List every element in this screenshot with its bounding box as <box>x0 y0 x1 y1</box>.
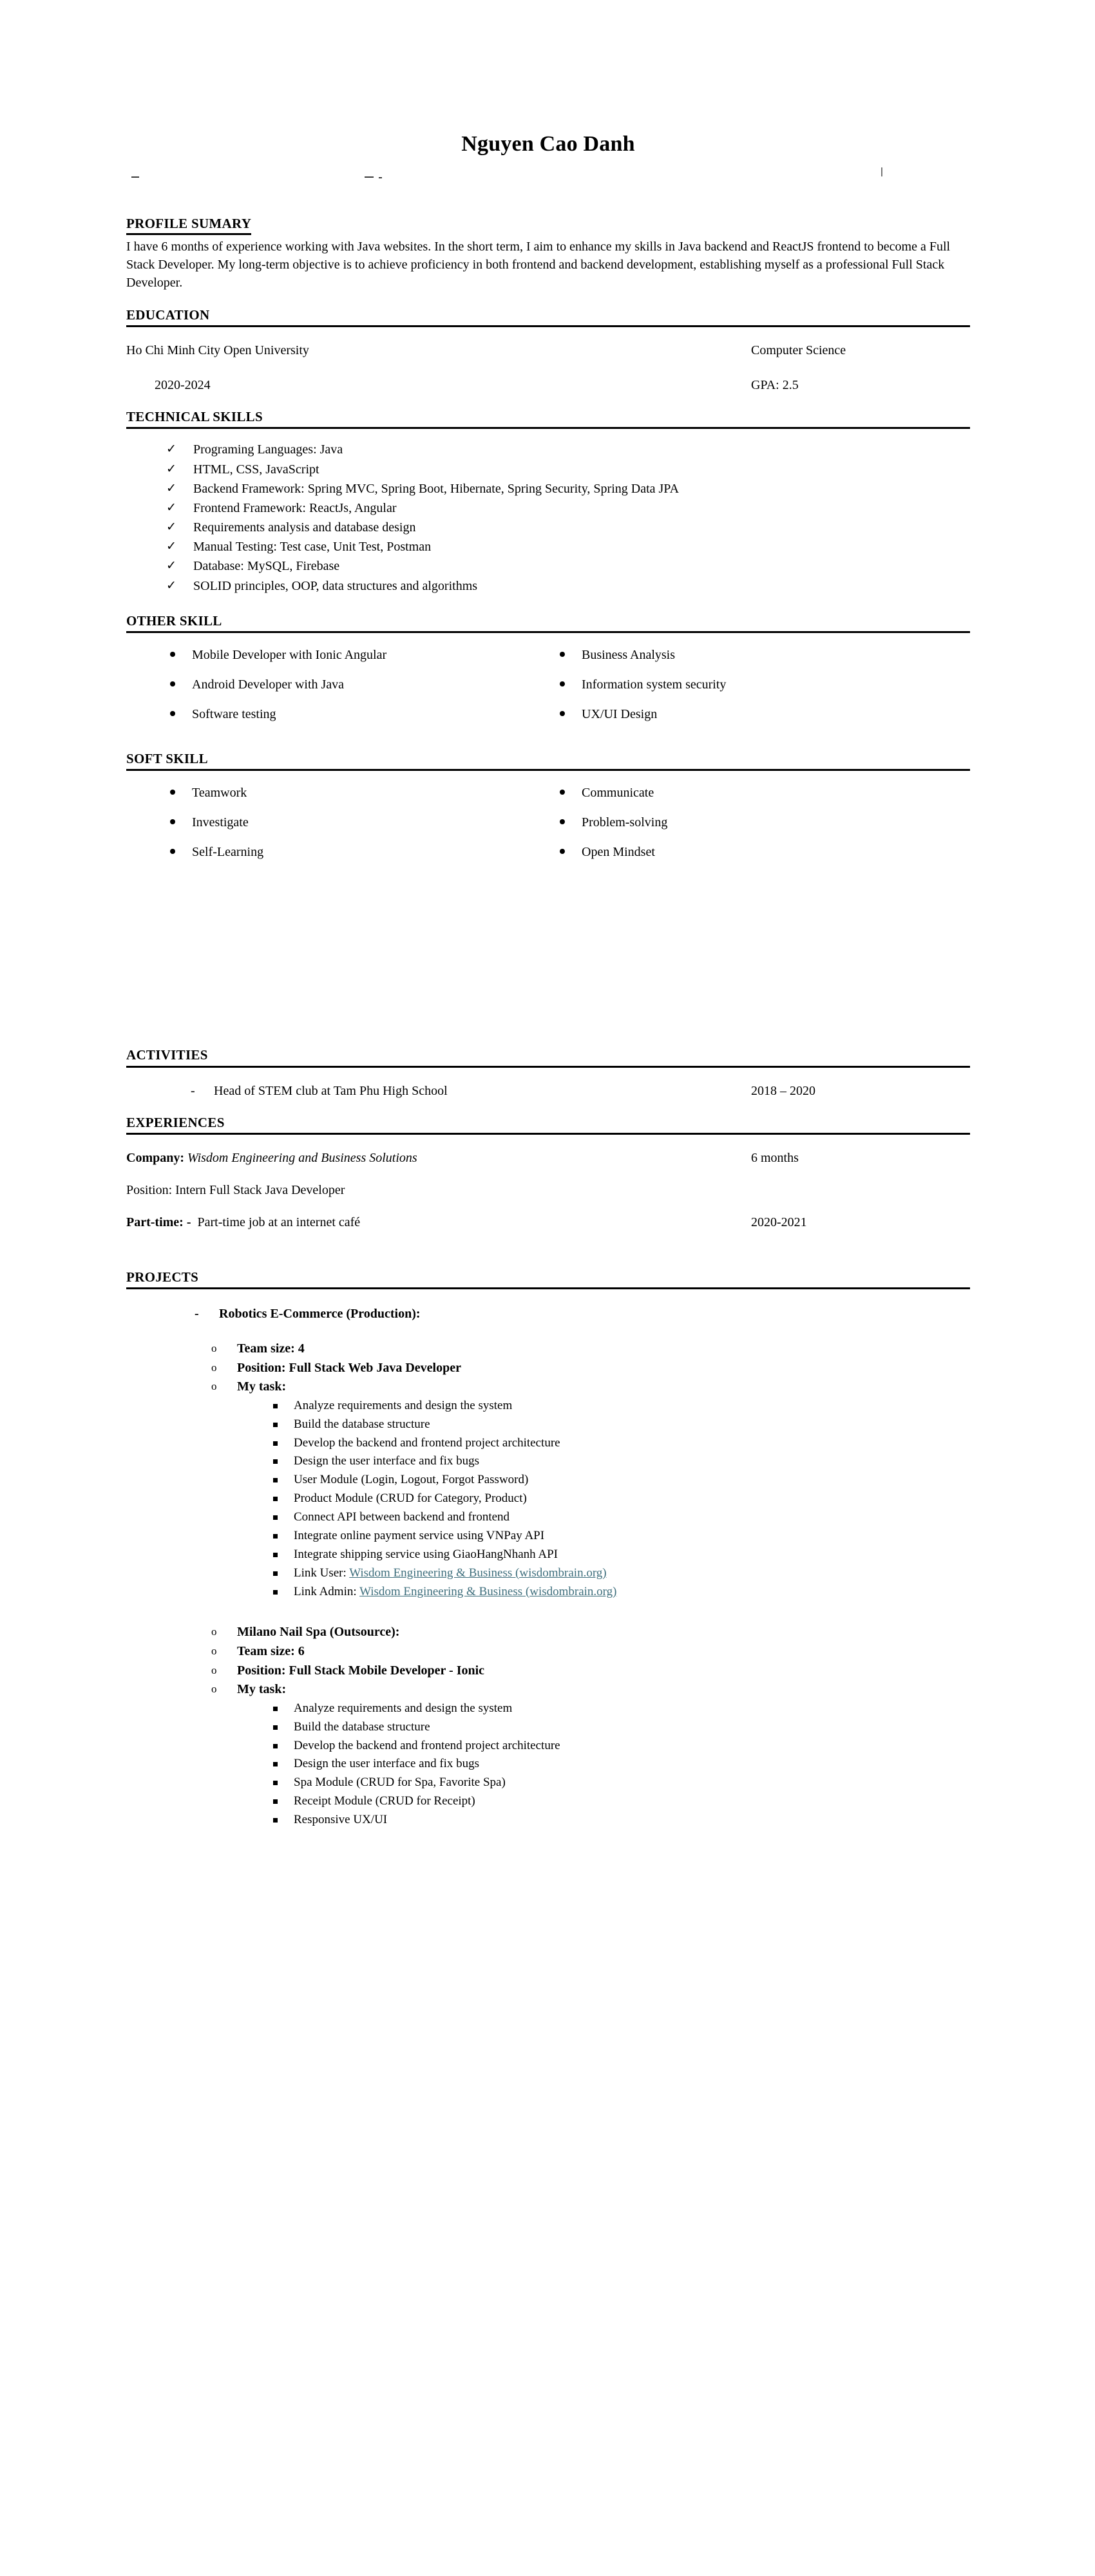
project-my-task-label: My task: <box>237 1682 287 1697</box>
list-item <box>555 676 970 694</box>
list-item <box>271 1755 970 1774</box>
list-item <box>211 1378 970 1601</box>
other-skill-heading: OTHER SKILL <box>126 612 222 629</box>
parttime-date: 2020-2021 <box>751 1215 807 1229</box>
skill-text: HTML, CSS, JavaScript <box>193 462 319 477</box>
list-item <box>271 1508 970 1527</box>
parttime-text: Part-time job at an internet café <box>197 1215 361 1229</box>
project-title-text: Robotics E-Commerce (Production): <box>219 1307 421 1321</box>
list-item <box>211 1623 970 1642</box>
list-item <box>271 1564 970 1583</box>
task-text: Design the user interface and fix bugs <box>294 1757 480 1771</box>
activity-row <box>126 1082 970 1100</box>
project-2-details <box>126 1623 970 1830</box>
list-item <box>166 460 970 479</box>
list-item <box>165 646 548 664</box>
check-icon: ✓ <box>166 462 176 476</box>
education-school: Ho Chi Minh City Open University <box>126 343 309 358</box>
other-skill-left-list <box>165 646 548 723</box>
list-item <box>165 676 548 694</box>
activity-date: 2018 – 2020 <box>751 1083 815 1098</box>
bullet-icon <box>560 819 565 824</box>
page-break-gap <box>126 873 970 1046</box>
check-icon: ✓ <box>166 578 176 592</box>
square-bullet-icon <box>273 1459 278 1464</box>
experience-company-row <box>126 1149 970 1167</box>
project-position: Position: Full Stack Mobile Developer - Ionic <box>237 1663 485 1678</box>
list-item <box>271 1774 970 1792</box>
education-row-years <box>126 376 970 394</box>
square-bullet-icon <box>273 1478 278 1482</box>
redaction-mark-3 <box>379 177 382 178</box>
square-bullet-icon <box>273 1799 278 1804</box>
list-item <box>271 1471 970 1490</box>
soft-skill-right-list <box>555 784 970 861</box>
list-item <box>555 646 970 664</box>
circle-bullet-icon: o <box>211 1380 217 1393</box>
skill-text: Database: MySQL, Firebase <box>193 559 340 574</box>
list-item <box>271 1811 970 1830</box>
square-bullet-icon <box>273 1553 278 1557</box>
experience-parttime-row <box>126 1213 970 1231</box>
experience-position-row <box>126 1181 970 1199</box>
square-bullet-icon <box>273 1497 278 1501</box>
skill-text: Open Mindset <box>582 845 655 860</box>
section-profile-summary <box>126 215 970 292</box>
task-text: Integrate online payment service using VNPay API <box>294 1528 545 1542</box>
list-item <box>555 843 970 861</box>
list-item <box>271 1434 970 1453</box>
bullet-icon <box>560 681 565 687</box>
list-item <box>166 518 970 537</box>
task-text: User Module (Login, Logout, Forgot Password) <box>294 1473 529 1487</box>
list-item <box>271 1397 970 1416</box>
skill-text: Teamwork <box>192 786 247 800</box>
list-item <box>271 1700 970 1718</box>
redacted-contact-line <box>126 156 970 193</box>
other-skill-right-list <box>555 646 970 723</box>
dash-icon: - <box>191 1083 195 1098</box>
skill-text: Self-Learning <box>192 845 264 860</box>
skill-text: Backend Framework: Spring MVC, Spring Boot, Hibernate, Spring Security, Spring Data JPA <box>193 481 680 496</box>
experience-parttime <box>126 1213 360 1231</box>
task-text: Integrate shipping service using GiaoHangNhanh API <box>294 1547 558 1561</box>
activities-heading: ACTIVITIES <box>126 1047 208 1063</box>
bullet-icon <box>560 711 565 716</box>
bullet-icon <box>170 681 175 687</box>
list-item <box>165 784 548 802</box>
task-text: Design the user interface and fix bugs <box>294 1454 480 1468</box>
education-years: 2020-2024 <box>155 378 211 393</box>
task-text: Analyze requirements and design the system <box>294 1701 513 1715</box>
soft-skill-columns <box>126 784 970 873</box>
list-item <box>555 784 970 802</box>
experiences-divider <box>126 1133 970 1135</box>
activity-text: Head of STEM club at Tam Phu High School <box>214 1083 448 1098</box>
experience-company <box>126 1149 417 1167</box>
education-row-school <box>126 341 970 359</box>
section-activities <box>126 1046 970 1099</box>
education-divider <box>126 325 970 327</box>
skill-text: Business Analysis <box>582 648 676 663</box>
projects-heading: PROJECTS <box>126 1269 199 1285</box>
check-icon: ✓ <box>166 540 176 554</box>
project-team-size: Team size: 6 <box>237 1644 305 1659</box>
skill-text: Problem-solving <box>582 815 668 830</box>
soft-skill-divider <box>126 769 970 771</box>
circle-bullet-icon: o <box>211 1645 217 1658</box>
section-other-skill <box>126 612 970 735</box>
check-icon: ✓ <box>166 520 176 535</box>
project-title-text: Milano Nail Spa (Outsource): <box>237 1625 400 1640</box>
position-spacer <box>751 1181 970 1199</box>
list-item <box>165 843 548 861</box>
profile-summary-heading: PROFILE SUMARY <box>126 215 251 234</box>
company-duration: 6 months <box>751 1150 799 1165</box>
square-bullet-icon <box>273 1441 278 1446</box>
candidate-name: Nguyen Cao Danh <box>461 132 635 156</box>
list-item <box>271 1792 970 1811</box>
link-user-label: Link User: <box>294 1566 350 1580</box>
skill-text: Manual Testing: Test case, Unit Test, Postman <box>193 540 432 554</box>
project-1-details <box>126 1340 970 1601</box>
bullet-icon <box>170 711 175 716</box>
project-gap <box>126 1601 970 1618</box>
list-item <box>166 538 970 556</box>
skill-text: Software testing <box>192 707 276 722</box>
other-skill-right-column <box>548 646 970 735</box>
square-bullet-icon <box>273 1818 278 1823</box>
project-title <box>191 1305 970 1323</box>
square-bullet-icon <box>273 1744 278 1748</box>
bullet-icon <box>560 849 565 854</box>
bullet-icon <box>170 819 175 824</box>
task-text: Build the database structure <box>294 1719 430 1734</box>
circle-bullet-icon: o <box>211 1342 217 1355</box>
link-admin-label: Link Admin: <box>294 1584 360 1598</box>
square-bullet-icon <box>273 1515 278 1520</box>
square-bullet-icon <box>273 1571 278 1576</box>
soft-skill-left-column <box>126 784 548 873</box>
square-bullet-icon <box>273 1725 278 1730</box>
education-gpa: GPA: 2.5 <box>751 378 799 393</box>
technical-skills-divider <box>126 427 970 429</box>
skill-text: Frontend Framework: ReactJs, Angular <box>193 500 397 515</box>
company-label: Company: <box>126 1150 185 1165</box>
project-1-task-list <box>237 1397 970 1602</box>
skill-text: Investigate <box>192 815 249 830</box>
bullet-icon <box>170 652 175 657</box>
task-text: Connect API between backend and frontend <box>294 1510 510 1524</box>
section-soft-skill <box>126 750 970 873</box>
task-text: Product Module (CRUD for Category, Product) <box>294 1492 527 1506</box>
bullet-icon <box>170 849 175 854</box>
project-entry-1 <box>126 1305 970 1323</box>
skill-text: SOLID principles, OOP, data structures and algorithms <box>193 578 478 593</box>
task-text: Develop the backend and frontend project architecture <box>294 1738 560 1752</box>
circle-bullet-icon: o <box>211 1361 217 1374</box>
list-item <box>271 1452 970 1471</box>
square-bullet-icon <box>273 1590 278 1595</box>
project-2-task-list <box>237 1700 970 1830</box>
list-item <box>166 480 970 498</box>
task-text: Develop the backend and frontend project architecture <box>294 1435 560 1450</box>
education-heading: EDUCATION <box>126 307 210 323</box>
redaction-mark-4 <box>881 167 882 176</box>
bullet-icon <box>560 790 565 795</box>
check-icon: ✓ <box>166 442 176 457</box>
list-item <box>555 813 970 831</box>
projects-divider <box>126 1287 970 1289</box>
education-major: Computer Science <box>751 343 846 358</box>
square-bullet-icon <box>273 1707 278 1711</box>
skill-text: Requirements analysis and database design <box>193 520 416 535</box>
technical-skills-list <box>126 440 970 596</box>
skill-text: Programing Languages: Java <box>193 442 343 457</box>
list-item <box>211 1359 970 1378</box>
list-item <box>271 1546 970 1564</box>
profile-summary-text: I have 6 months of experience working with Java websites. In the short term, I aim to enhance my skills in Java backend and ReactJS frontend to become a Full Stack Developer. My long-term objective is to achieve proficiency in both frontend and backend development, establishing myself as a professional Full Stack Developer. <box>126 239 951 290</box>
square-bullet-icon <box>273 1404 278 1408</box>
list-item <box>555 705 970 723</box>
experiences-projects-gap <box>126 1231 970 1260</box>
experiences-heading: EXPERIENCES <box>126 1114 225 1130</box>
square-bullet-icon <box>273 1534 278 1539</box>
resume-body <box>126 0 970 1830</box>
section-education <box>126 307 970 394</box>
skill-text: Mobile Developer with Ionic Angular <box>192 648 387 663</box>
check-icon: ✓ <box>166 559 176 573</box>
square-bullet-icon <box>273 1762 278 1766</box>
technical-skills-heading: TECHNICAL SKILLS <box>126 409 263 425</box>
list-item <box>166 499 970 518</box>
dash-icon: - <box>195 1307 199 1321</box>
other-skill-divider <box>126 631 970 633</box>
project-my-task-label: My task: <box>237 1379 287 1394</box>
section-technical-skills <box>126 408 970 596</box>
bullet-icon <box>170 790 175 795</box>
list-item <box>211 1340 970 1359</box>
task-text: Receipt Module (CRUD for Receipt) <box>294 1794 475 1808</box>
company-name: Wisdom Engineering and Business Solutions <box>187 1150 417 1165</box>
task-text: Analyze requirements and design the system <box>294 1398 513 1412</box>
other-skill-columns <box>126 646 970 735</box>
redaction-mark-2 <box>365 176 374 178</box>
list-item <box>165 705 548 723</box>
parttime-label: Part-time: - <box>126 1215 191 1229</box>
list-item <box>271 1490 970 1508</box>
list-item <box>211 1642 970 1662</box>
list-item <box>166 577 970 596</box>
check-icon: ✓ <box>166 500 176 515</box>
circle-bullet-icon: o <box>211 1683 217 1696</box>
task-text: Spa Module (CRUD for Spa, Favorite Spa) <box>294 1776 506 1790</box>
project-position: Position: Full Stack Web Java Developer <box>237 1360 461 1375</box>
soft-skill-heading: SOFT SKILL <box>126 751 208 767</box>
soft-skill-left-list <box>165 784 548 861</box>
section-experiences <box>126 1114 970 1231</box>
list-item <box>271 1583 970 1602</box>
list-item <box>166 557 970 576</box>
list-item <box>271 1527 970 1546</box>
skill-text: Information system security <box>582 677 727 692</box>
soft-skill-right-column <box>548 784 970 873</box>
check-icon: ✓ <box>166 481 176 495</box>
link-admin-url[interactable]: Wisdom Engineering & Business (wisdombrain.org) <box>359 1584 617 1598</box>
list-item <box>166 440 970 459</box>
other-skill-left-column <box>126 646 548 735</box>
task-text: Build the database structure <box>294 1417 430 1431</box>
list-item <box>165 813 548 831</box>
list-item <box>271 1718 970 1737</box>
experience-position: Position: Intern Full Stack Java Developer <box>126 1182 345 1197</box>
list-item <box>211 1680 970 1830</box>
skill-text: Communicate <box>582 786 654 800</box>
list-item <box>271 1737 970 1756</box>
circle-bullet-icon: o <box>211 1625 217 1638</box>
link-user-url[interactable]: Wisdom Engineering & Business (wisdombrain.org) <box>349 1566 607 1580</box>
activities-divider <box>126 1066 970 1068</box>
circle-bullet-icon: o <box>211 1663 217 1676</box>
task-text: Responsive UX/UI <box>294 1813 388 1827</box>
section-projects <box>126 1269 970 1830</box>
skill-text: UX/UI Design <box>582 707 658 722</box>
bullet-icon <box>560 652 565 657</box>
skill-text: Android Developer with Java <box>192 677 345 692</box>
list-item <box>211 1662 970 1681</box>
project-team-size: Team size: 4 <box>237 1341 305 1356</box>
square-bullet-icon <box>273 1423 278 1427</box>
square-bullet-icon <box>273 1781 278 1785</box>
list-item <box>271 1416 970 1434</box>
redaction-mark-1 <box>131 176 139 178</box>
